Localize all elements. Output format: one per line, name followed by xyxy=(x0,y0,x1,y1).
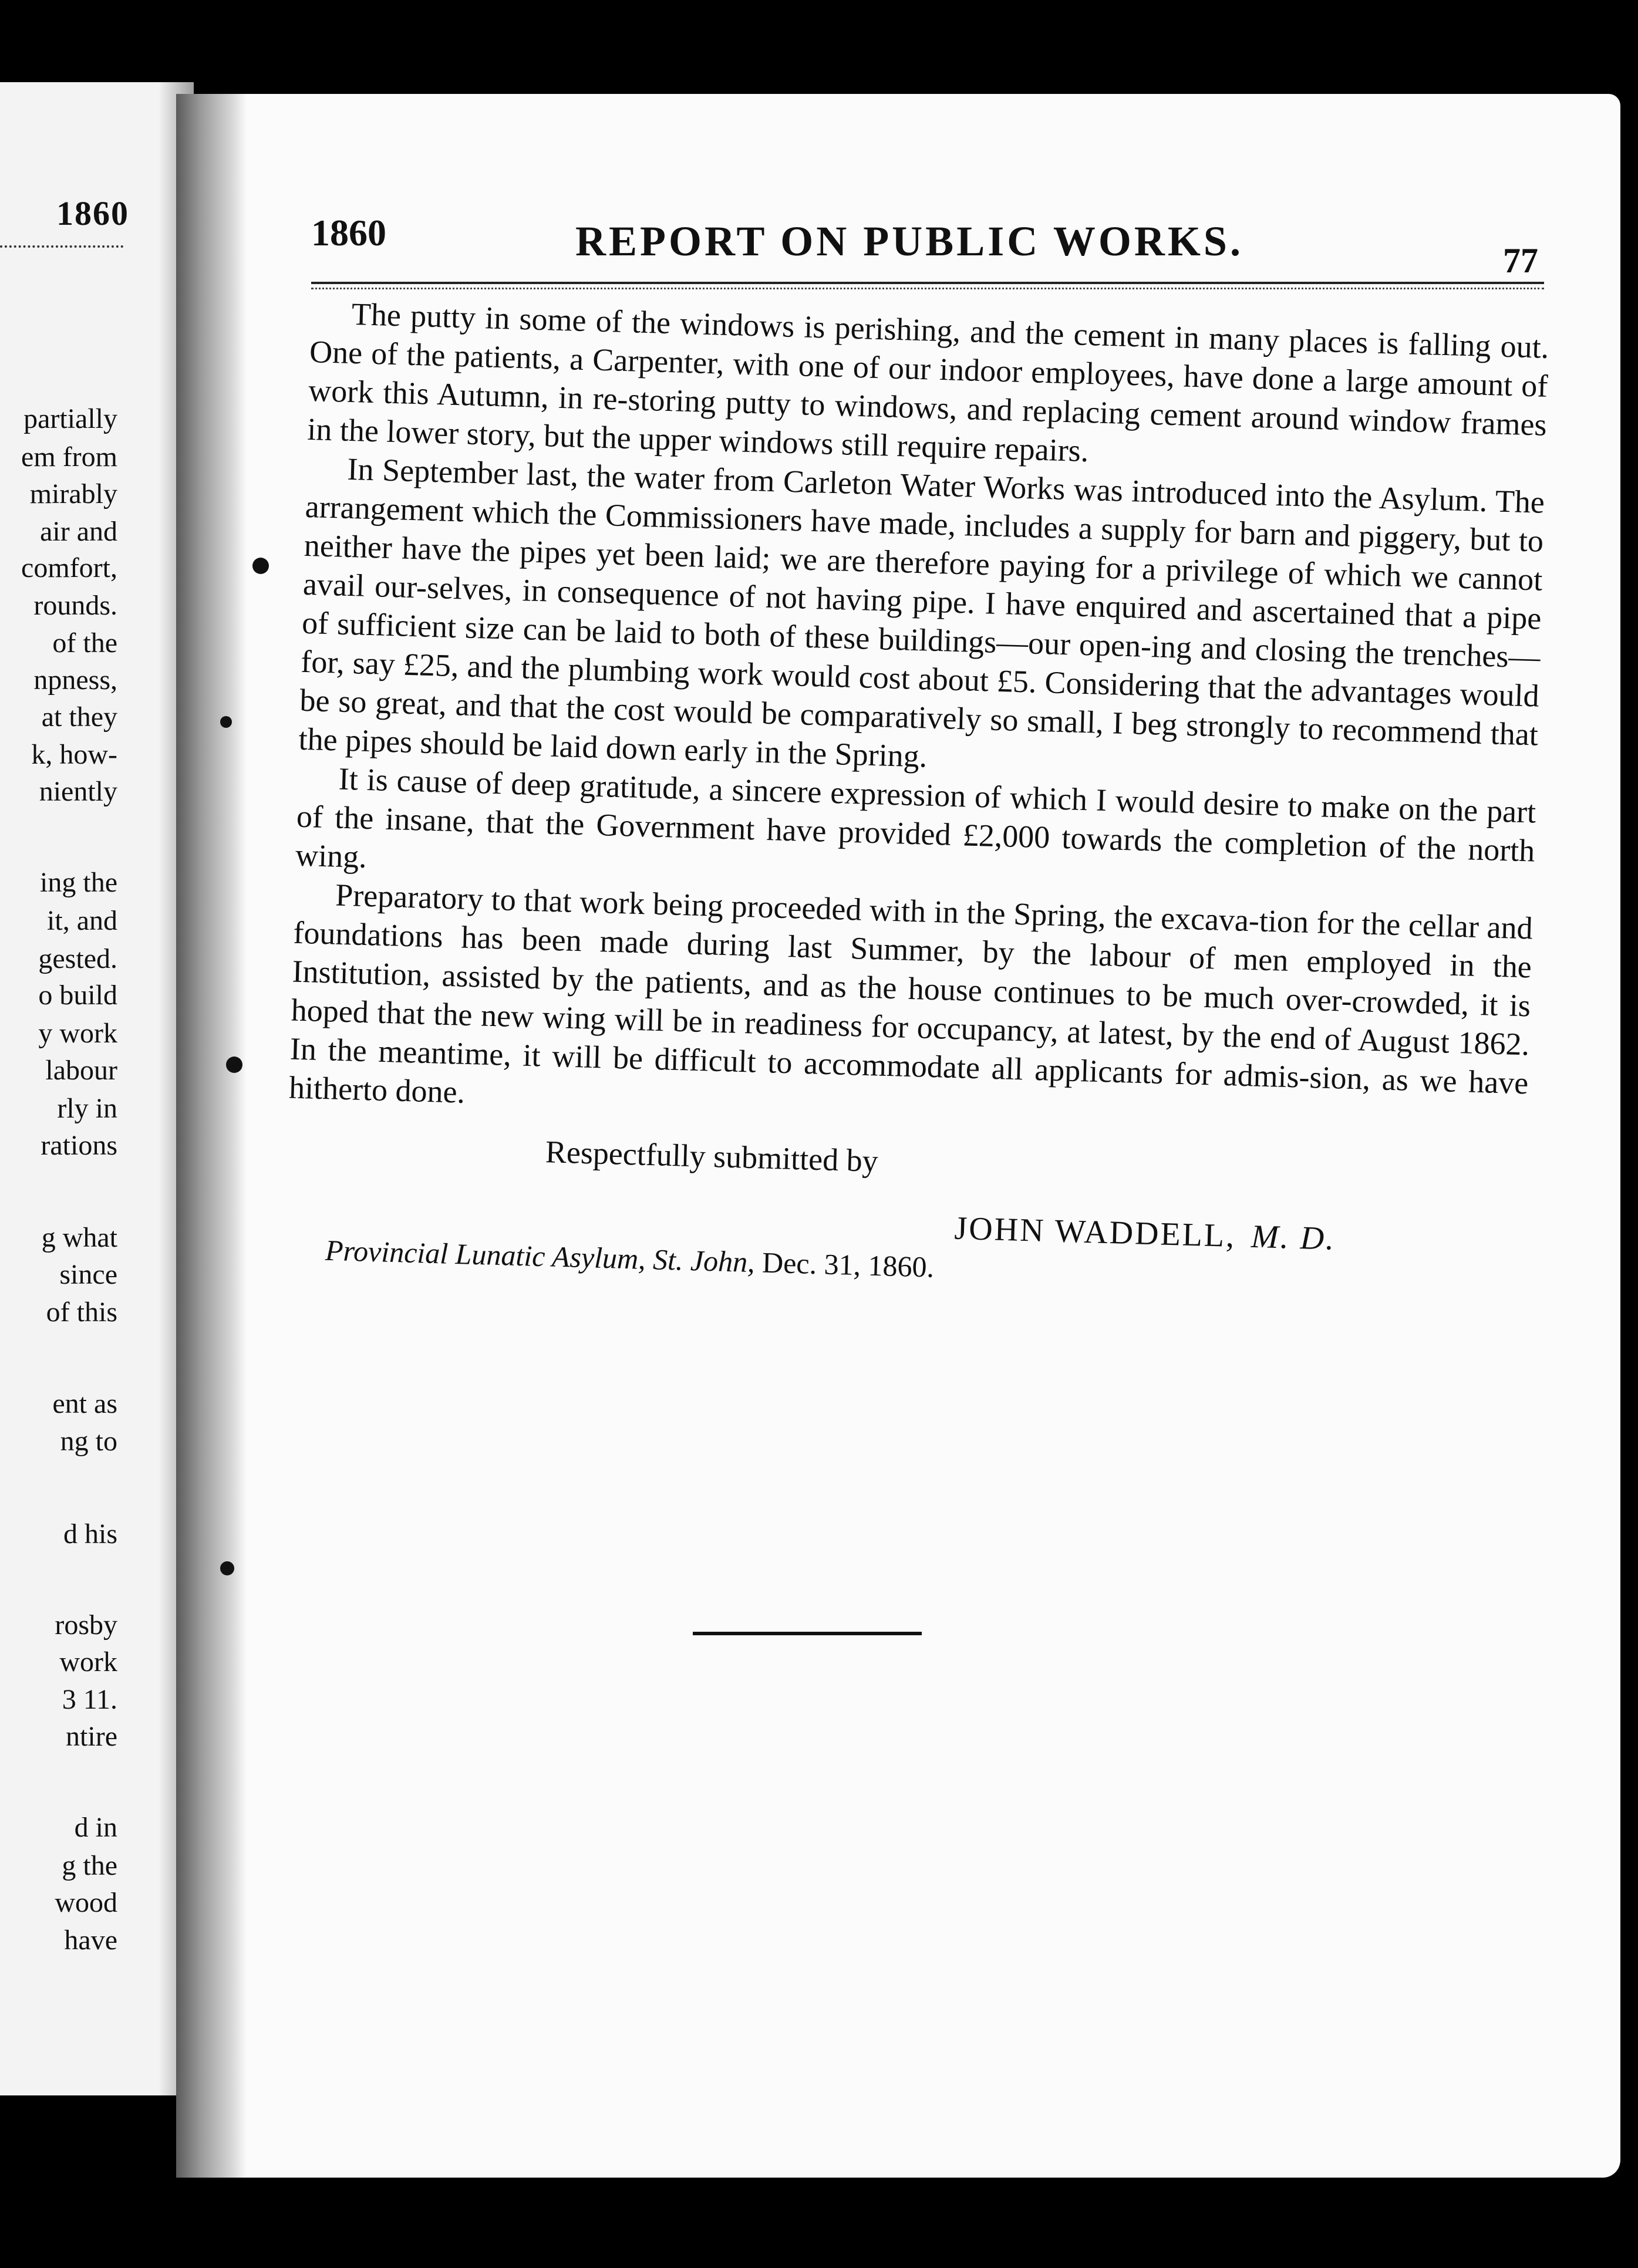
page-title: REPORT ON PUBLIC WORKS. xyxy=(575,218,1243,265)
left-page-line-fragment: g the xyxy=(62,1850,117,1881)
binding-hole xyxy=(220,1561,234,1575)
running-header xyxy=(311,211,1550,282)
binding-hole xyxy=(226,1057,242,1073)
main-page xyxy=(176,94,1620,2178)
submitted-by: Respectfully submitted by xyxy=(545,1134,879,1179)
page-spine xyxy=(176,94,247,2178)
left-page-line-fragment: have xyxy=(64,1925,117,1956)
left-page-line-fragment: ng to xyxy=(60,1426,117,1457)
place-date-line xyxy=(325,1233,935,1284)
report-place: Provincial Lunatic Asylum, St. John, xyxy=(325,1233,756,1279)
left-page-line-fragment: at they xyxy=(41,701,117,733)
left-page-header-rule xyxy=(0,245,123,248)
left-page-line-fragment: ntire xyxy=(66,1721,117,1752)
left-page-line-fragment: g what xyxy=(41,1222,117,1253)
left-page-line-fragment: niently xyxy=(39,776,117,807)
author-name: JOHN WADDELL, xyxy=(953,1210,1236,1255)
left-page-line-fragment: air and xyxy=(40,516,117,547)
left-page-line-fragment: ing the xyxy=(40,867,117,898)
report-date: Dec. 31, 1860. xyxy=(761,1246,935,1284)
page-number: 77 xyxy=(1503,241,1538,280)
left-page-line-fragment: k, how- xyxy=(31,739,117,770)
left-page-line-fragment: partially xyxy=(23,403,117,434)
left-page-line-fragment: of this xyxy=(46,1297,117,1328)
left-page-line-fragment: gested. xyxy=(38,943,117,974)
left-page-line-fragment: em from xyxy=(21,441,117,473)
left-page-line-fragment: rations xyxy=(41,1130,117,1161)
left-page-line-fragment: since xyxy=(59,1259,117,1290)
left-page-year: 1860 xyxy=(56,194,129,232)
left-page-line-fragment: rly in xyxy=(57,1093,117,1124)
binding-hole xyxy=(252,558,269,574)
left-page-line-fragment: it, and xyxy=(47,905,117,936)
report-body xyxy=(288,293,1549,1141)
signature xyxy=(954,1210,1336,1258)
left-page-line-fragment: y work xyxy=(38,1018,117,1049)
left-page-line-fragment: o build xyxy=(38,980,117,1011)
header-year: 1860 xyxy=(311,212,386,254)
header-rule xyxy=(311,282,1544,284)
left-page-line-fragment: 3 11. xyxy=(62,1684,117,1715)
left-page xyxy=(0,82,194,2095)
paragraph-water-works: In September last, the water from Carleton Water Works was introduced into the Asylum. The arrangement which the Commissioners have made, includes a supply for barn and piggery, but to neither have the pipes yet been laid; we are therefore paying for a privilege of which we cannot avail our-selves, in consequence of not having pipe. I have enquired and ascertained that a pipe of sufficient size can be laid to both of these buildings—our open-ing and closing the trenches—for, say £25, and the plumbing work would cost about £5. Considering that the advantages would be so great, and that the cost would be comparatively so small, I beg strongly to recommend that the pipes should be laid down early in the Spring. xyxy=(298,451,1545,774)
author-degree: M. D. xyxy=(1251,1218,1337,1257)
left-page-line-fragment: work xyxy=(59,1646,117,1678)
left-page-line-fragment: comfort, xyxy=(21,552,117,583)
left-page-line-fragment: npness, xyxy=(33,664,117,696)
left-page-line-fragment: mirably xyxy=(29,478,117,509)
header-rule-dotted xyxy=(311,288,1544,289)
left-page-line-fragment: rounds. xyxy=(33,590,117,621)
left-page-line-fragment: rosby xyxy=(55,1609,117,1641)
left-page-line-fragment: wood xyxy=(55,1887,117,1918)
left-page-line-fragment: d in xyxy=(74,1812,117,1843)
end-rule xyxy=(693,1632,922,1635)
left-page-line-fragment: of the xyxy=(52,627,117,659)
binding-hole xyxy=(220,716,232,728)
paragraph-gratitude: It is cause of deep gratitude, a sincere expression of which I would desire to make on the part of the insane, that the Government have provided £2,000 towards the completion of the north wing. xyxy=(295,761,1536,875)
paragraph-north-wing: Preparatory to that work being proceeded with in the Spring, the excava-tion for the cellar and foundations has been made during last Summer, by the labour of men employed in the Institution, assisted by the patients, and as the house continues to be much over-crowded, it is hoped that the new wing will be in readiness for occupancy, at latest, by the end of August 1862. In the meantime, it will be difficult to accommodate all applicants for admis-sion, as we have hitherto done. xyxy=(288,877,1533,1110)
left-page-line-fragment: ent as xyxy=(52,1388,117,1419)
left-page-line-fragment: labour xyxy=(45,1055,117,1086)
left-page-line-fragment: d his xyxy=(63,1518,117,1550)
paragraph-putty: The putty in some of the windows is perishing, and the cement in many places is falling out. One of the patients, a Carpenter, with one of our indoor employees, have done a large amount of work this Autumn, in re-storing putty to windows, and replacing cement around window frames in the lower story, but the upper windows still require repairs. xyxy=(306,296,1550,469)
